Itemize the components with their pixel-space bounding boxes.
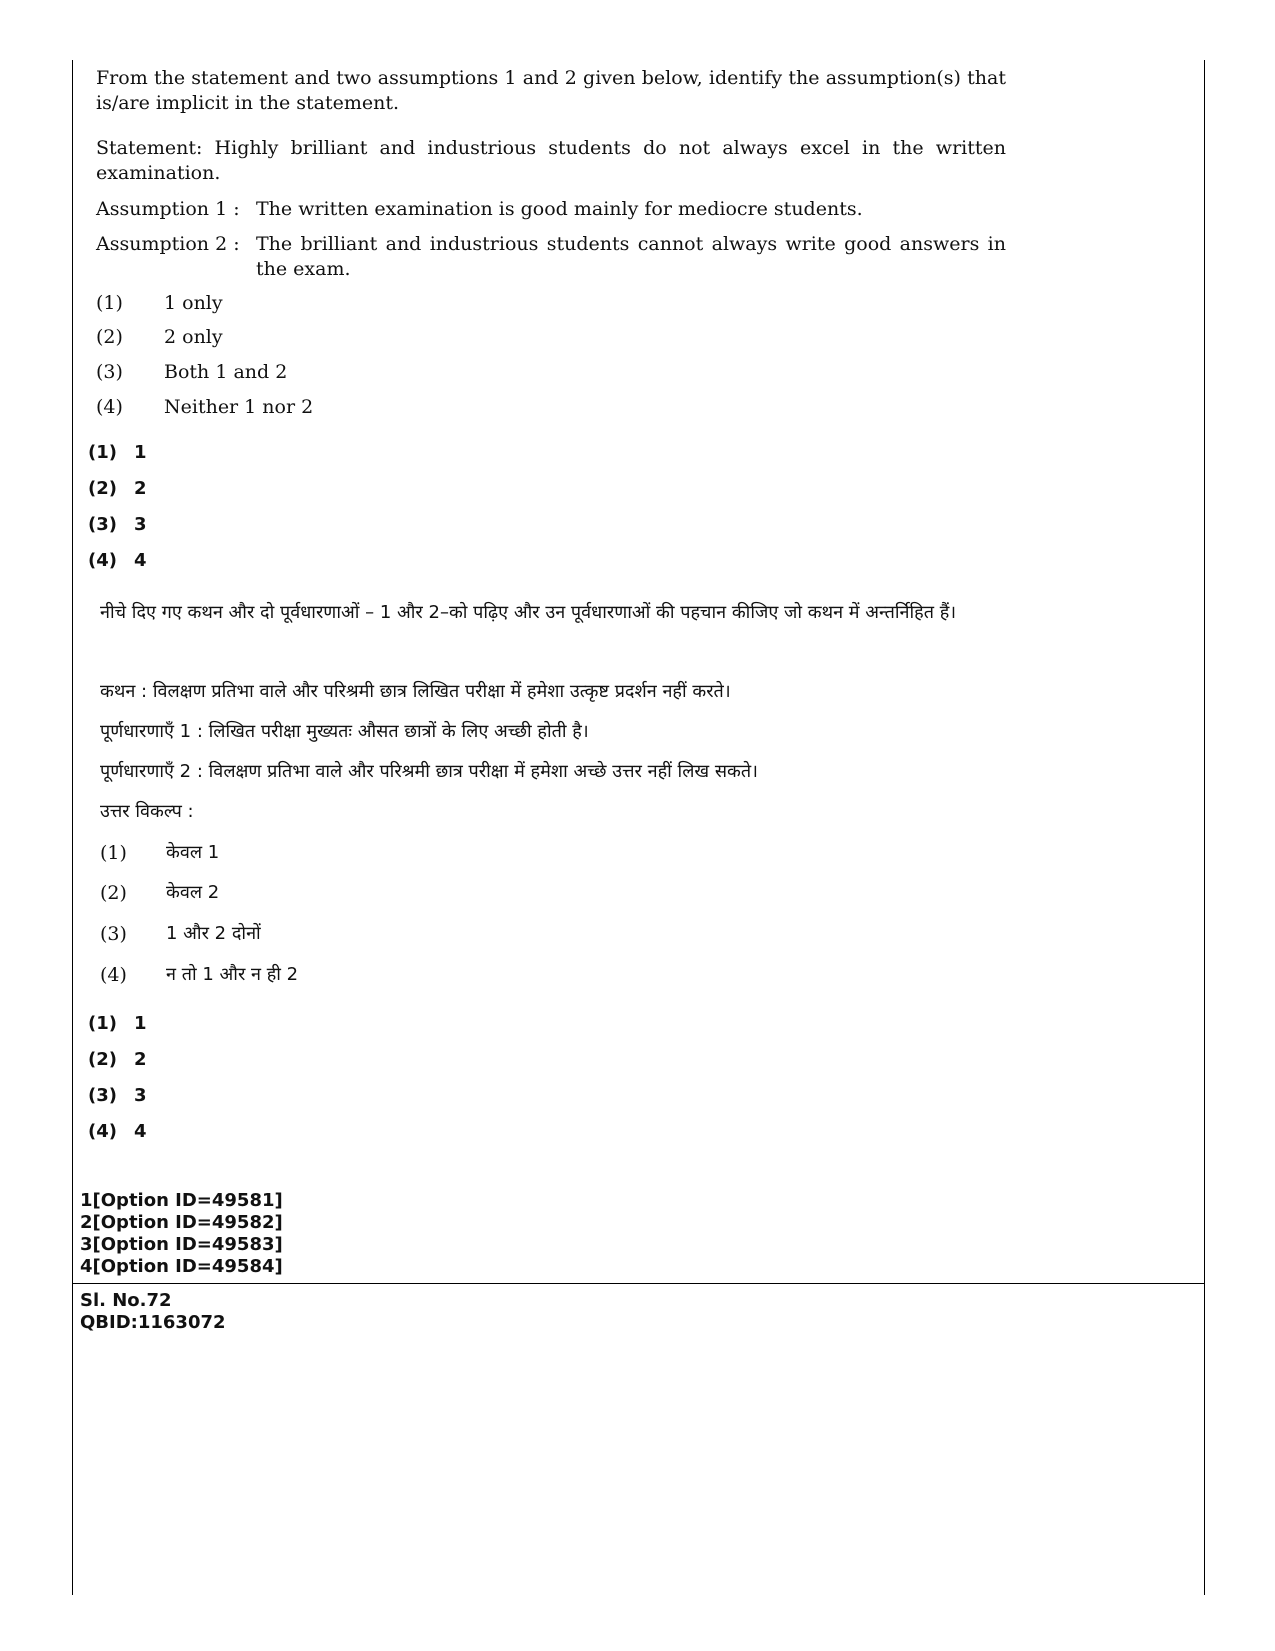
left-border [72,60,73,1595]
option-text: केवल 2 [166,882,220,903]
answer-option-value: 2 [134,478,147,499]
statement-hi: कथन : विलक्षण प्रतिभा वाले और परिश्रमी छात्र लिखित परीक्षा में हमेशा उत्कृष्ट प्रदर्शन नहीं करते। [100,681,731,702]
assumption1-hi: पूर्णधारणाएँ 1 : लिखित परीक्षा मुख्यतः औसत छात्रों के लिए अच्छी होती है। [100,721,589,742]
option-number: (4) [96,396,123,418]
option-text: केवल 1 [166,842,220,863]
answer-option-number: (3) [88,1085,117,1106]
answer-option-value: 4 [134,550,147,571]
answer-option-row [88,514,147,535]
answer-option-value: 3 [134,514,147,535]
option-id: 3[Option ID=49583] [80,1234,283,1255]
assumption1-label: Assumption 1 : [96,198,240,220]
option-number: (3) [100,923,127,945]
option-text: 1 only [164,292,223,314]
serial-number: Sl. No.72 [80,1290,172,1311]
answer-option-number: (4) [88,550,117,571]
option-id-list [80,1190,283,1278]
option-number: (2) [96,326,123,348]
option-text: Both 1 and 2 [164,361,288,383]
answer-option-value: 3 [134,1085,147,1106]
answer-option-row [88,442,147,463]
option-text: Neither 1 nor 2 [164,396,314,418]
answer-option-row [88,550,147,571]
answer-option-number: (3) [88,514,117,535]
option-id: 2[Option ID=49582] [80,1212,283,1233]
answer-option-row [88,1121,147,1142]
right-border [1204,60,1205,1595]
assumption1-text: The written examination is good mainly for mediocre students. [256,198,863,220]
qbid: QBID:1163072 [80,1312,226,1333]
option-number: (4) [100,964,127,986]
option-text: न तो 1 और न ही 2 [166,964,299,985]
option-text: 2 only [164,326,223,348]
answer-option-number: (4) [88,1121,117,1142]
question-intro-en: From the statement and two assumptions 1 and 2 given below, identify the assumption(s) that is/are implicit in the statement. [96,67,1006,114]
option-id: 1[Option ID=49581] [80,1190,283,1211]
answer-option-row [88,1013,147,1034]
option-text: 1 और 2 दोनों [166,923,261,944]
answer-option-row [88,478,147,499]
question-divider [72,1283,1205,1284]
answer-option-row [88,1049,147,1070]
assumption2-label: Assumption 2 : [96,233,240,255]
assumption2-hi: पूर्णधारणाएँ 2 : विलक्षण प्रतिभा वाले और परिश्रमी छात्र परीक्षा में हमेशा अच्छे उत्तर नहीं लिख सकते। [100,761,758,782]
question-meta [80,1290,226,1334]
answer-option-value: 1 [134,1013,147,1034]
assumption2-text: The brilliant and industrious students cannot always write good answers in the exam. [256,233,1006,280]
option-number: (2) [100,882,127,904]
answer-option-value: 4 [134,1121,147,1142]
answer-option-value: 2 [134,1049,147,1070]
answer-option-number: (1) [88,1013,117,1034]
option-number: (3) [96,361,123,383]
question-intro-hi: नीचे दिए गए कथन और दो पूर्वधारणाओं – 1 और 2–को पढ़िए और उन पूर्वधारणाओं की पहचान कीजिए जो कथन में अन्तर्निहित हैं। [100,602,957,623]
answer-option-value: 1 [134,442,147,463]
answer-option-row [88,1085,147,1106]
statement-en: Statement: Highly brilliant and industrious students do not always excel in the written examination. [96,137,1006,184]
option-number: (1) [96,292,123,314]
answer-option-number: (2) [88,1049,117,1070]
options-label-hi: उत्तर विकल्प : [100,801,194,822]
option-id: 4[Option ID=49584] [80,1256,283,1277]
answer-option-number: (1) [88,442,117,463]
answer-option-number: (2) [88,478,117,499]
option-number: (1) [100,842,127,864]
